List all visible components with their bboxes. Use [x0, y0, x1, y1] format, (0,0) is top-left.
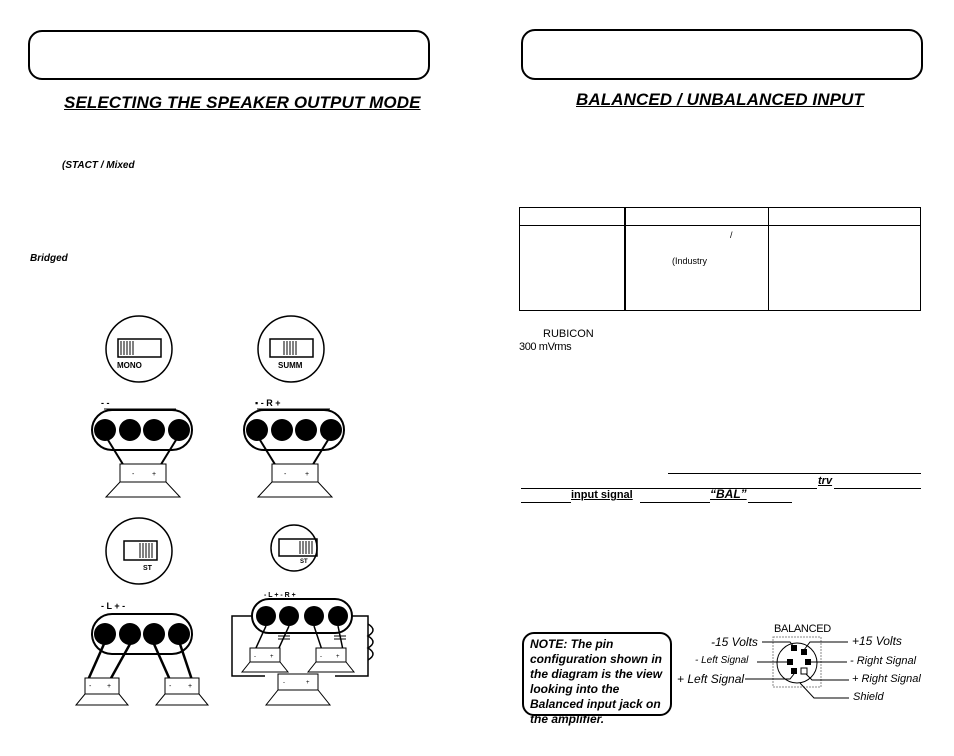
right-heading: BALANCED / UNBALANCED INPUT [576, 90, 864, 109]
speaker-b [272, 464, 318, 482]
terminal-label-c: - L + - [101, 601, 126, 611]
pin-right-plus [801, 668, 807, 674]
diagram-mono [92, 316, 192, 497]
speaker-c1-minus: - [89, 683, 92, 690]
pin-right-minus [805, 659, 811, 665]
tweeter-right-minus: - [320, 654, 322, 660]
pin-configuration-note: NOTE: The pin configuration shown in the diagram is the view looking into the Balanced input jack on the amplifier. [522, 632, 672, 716]
bridged-text: Bridged [30, 253, 68, 264]
switch-st2 [279, 539, 317, 556]
stact-text: (STACT / Mixed [62, 160, 135, 171]
speaker-a [120, 464, 166, 482]
pin-label-right-minus: - Right Signal [850, 655, 917, 667]
switch-summ [270, 339, 313, 357]
diagram-summ [244, 316, 344, 497]
balanced-connector [745, 637, 849, 698]
pin-label-shield: Shield [853, 691, 884, 703]
woofer-plus: + [306, 680, 310, 686]
switch-knob-st1 [106, 518, 172, 584]
bal-text: “BAL” [710, 487, 747, 501]
speaker-a-plus: + [152, 471, 157, 478]
pin-left-plus [791, 668, 797, 674]
switch-knob-st2 [271, 525, 317, 571]
input-signal-text: input signal [571, 489, 633, 501]
pin-label-minus15: -15 Volts [711, 635, 758, 649]
tweeter-left-plus: + [270, 654, 274, 660]
pin-plus15 [791, 645, 797, 651]
tweeter-left-minus: - [254, 654, 256, 660]
pin-left-minus [787, 659, 793, 665]
connector-title: BALANCED [774, 623, 831, 635]
left-heading: SELECTING THE SPEAKER OUTPUT MODE [64, 93, 421, 112]
woofer-minus: - [283, 680, 285, 686]
speaker-c2-minus: - [169, 683, 172, 690]
switch-knob-summ [258, 316, 324, 382]
diagram-stereo-crossover [232, 525, 373, 705]
terminal-label-b: ▪ - R + [255, 398, 281, 408]
rubicon-text: RUBICON [543, 328, 594, 340]
diagram-stereo [76, 518, 208, 705]
terminal-label-a: - - [101, 398, 110, 408]
switch-label-summ: SUMM [278, 361, 303, 370]
trv-text: trv [818, 475, 833, 487]
speaker-a-minus: - [132, 471, 135, 478]
switch-label-st2: ST [300, 559, 308, 565]
sensitivity-text: 300 mVrms [519, 341, 572, 353]
switch-knob-mono [106, 316, 172, 382]
speaker-b-minus: - [284, 471, 287, 478]
pin-label-left-plus: + Left Signal [677, 672, 745, 686]
table-slash: / [730, 230, 733, 240]
table-industry: (Industry [672, 256, 708, 266]
pin-label-right-plus: + Right Signal [852, 673, 921, 685]
speaker-c2-plus: + [188, 683, 193, 690]
speaker-b-plus: + [305, 471, 310, 478]
pin-label-left-minus: - Left Signal [695, 655, 749, 666]
pin-label-plus15: +15 Volts [852, 634, 902, 648]
tweeter-right-plus: + [336, 654, 340, 660]
switch-label-mono: MONO [117, 361, 142, 370]
speaker-c1-plus: + [107, 683, 112, 690]
switch-label-st1: ST [143, 565, 152, 572]
terminal-label-d: - L + - R + [264, 592, 296, 599]
